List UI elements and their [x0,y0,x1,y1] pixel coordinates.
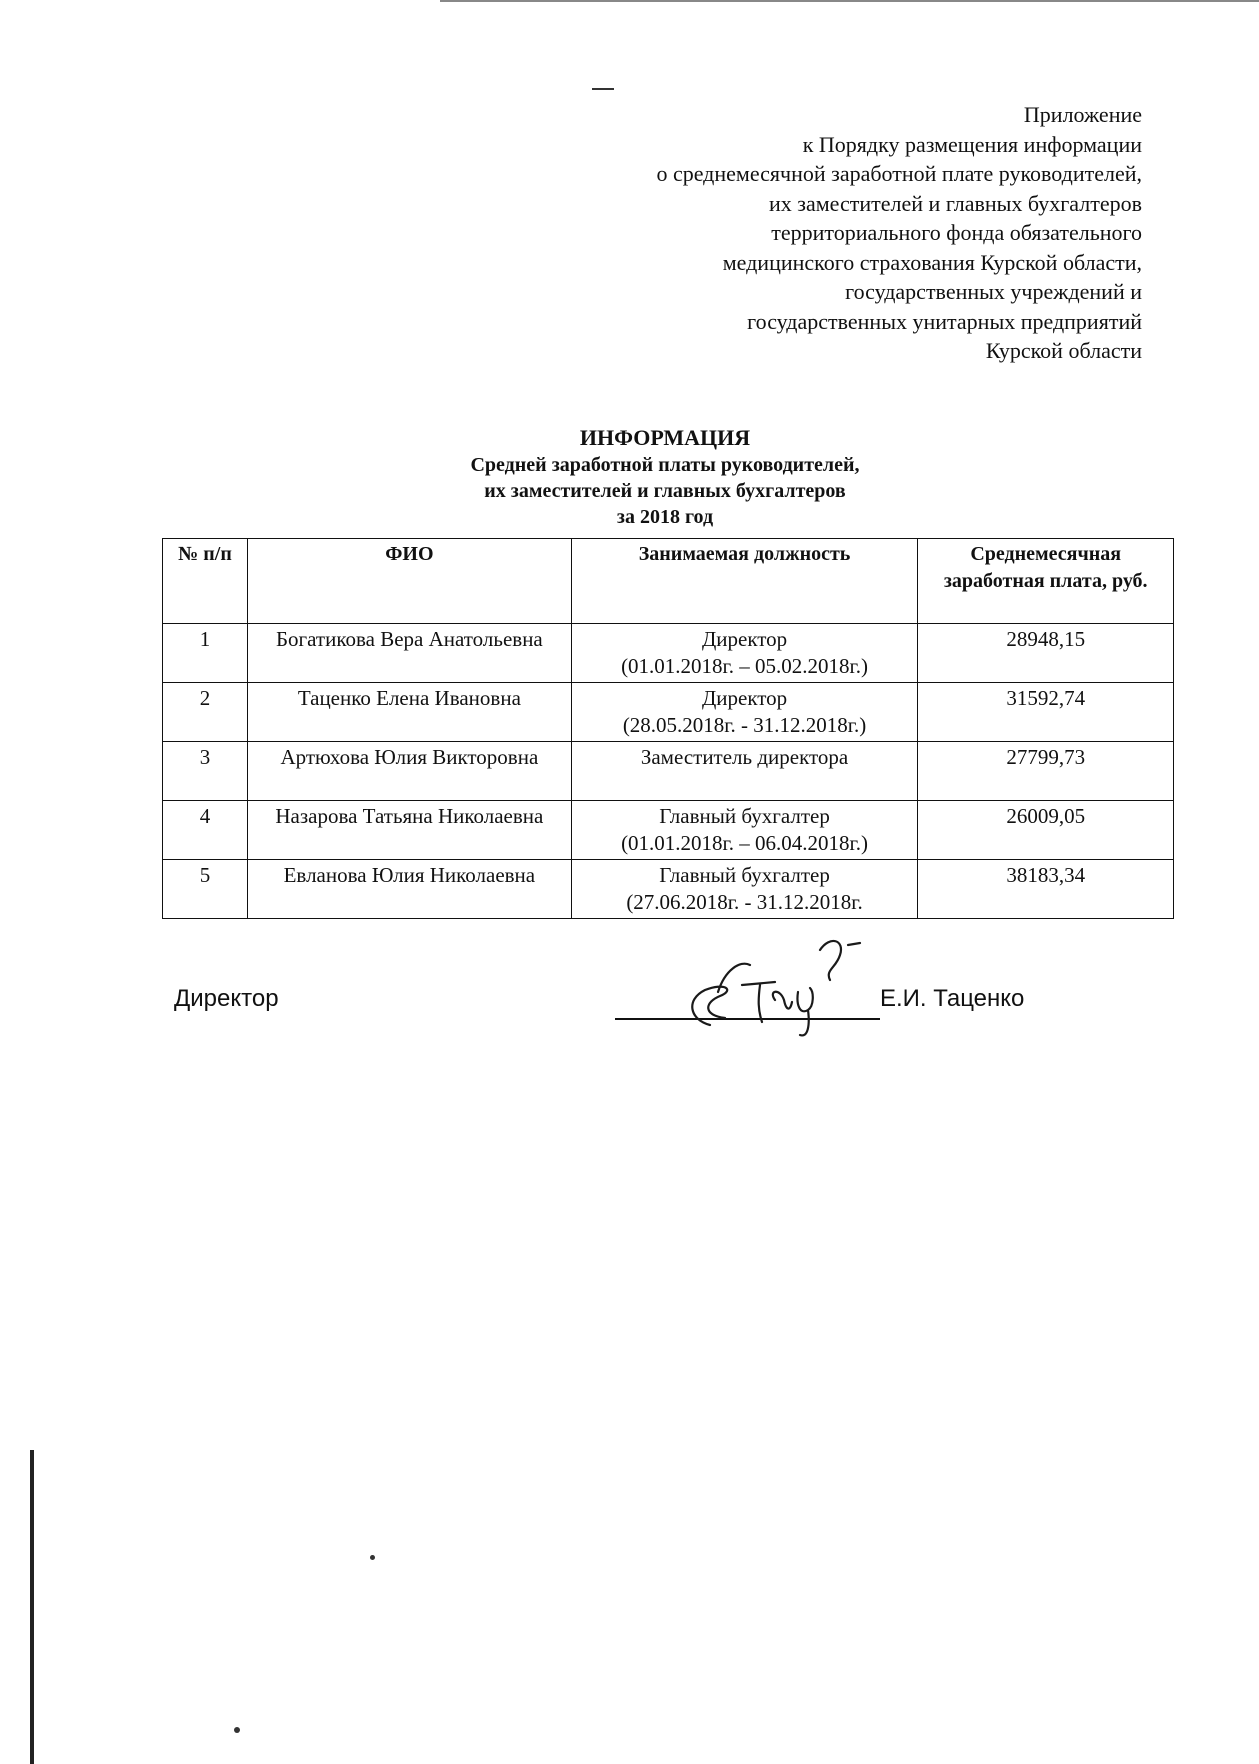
position-period: (27.06.2018г. - 31.12.2018г. [626,890,863,914]
cell-salary: 38183,34 [918,860,1174,919]
position-period: (01.01.2018г. – 06.04.2018г.) [621,831,869,855]
cell-position [571,742,918,801]
scan-artifact-left-edge [30,1450,34,1764]
header-num: № п/п [163,539,248,624]
cell-num: 3 [163,742,248,801]
appendix-line: территориального фонда обязательного [771,220,1142,245]
cell-num: 1 [163,624,248,683]
table-row [163,624,1174,683]
cell-salary: 28948,15 [918,624,1174,683]
table-row [163,683,1174,742]
appendix-line: государственных учреждений и [845,279,1142,304]
cell-position [571,624,918,683]
header-position: Занимаемая должность [571,539,918,624]
appendix-note [442,100,1142,366]
position-period: (28.05.2018г. - 31.12.2018г.) [622,713,867,737]
salary-table [162,538,1174,919]
document-subtitle: их заместителей и главных бухгалтеров [484,480,846,502]
cell-salary: 27799,73 [918,742,1174,801]
scan-artifact-top [440,0,1259,2]
appendix-line: к Порядку размещения информации [802,131,1142,157]
header-name: ФИО [248,539,572,624]
scan-speck [592,88,614,90]
appendix-line: Приложение [1023,102,1142,127]
signatory-name: Е.И. Таценко [880,985,1025,1012]
scan-speck [370,1555,375,1560]
cell-name: Таценко Елена Ивановна [248,683,572,742]
appendix-line: их заместителей и главных бухгалтеров [769,190,1142,216]
handwritten-signature [680,930,880,1040]
document-subtitle: Средней заработной платы руководителей, [470,454,860,476]
cell-position [571,683,918,742]
position-title: Директор [701,627,788,651]
position-period: (01.01.2018г. – 05.02.2018г.) [621,654,869,678]
table-row [163,801,1174,860]
cell-num: 5 [163,860,248,919]
document-year: за 2018 год [616,506,714,528]
position-title: Директор [701,686,788,710]
table-row [163,742,1174,801]
cell-salary: 26009,05 [918,801,1174,860]
appendix-line: медицинского страхования Курской области, [722,249,1142,275]
position-title: Заместитель директора [640,745,849,769]
cell-position [571,860,918,919]
appendix-line: о среднемесячной заработной плате руководителей, [656,161,1142,186]
document-title: ИНФОРМАЦИЯ [579,425,751,450]
appendix-line: государственных унитарных предприятий [747,308,1142,334]
cell-num: 2 [163,683,248,742]
cell-name: Артюхова Юлия Викторовна [248,742,572,801]
cell-salary: 31592,74 [918,683,1174,742]
cell-name: Назарова Татьяна Николаевна [248,801,572,860]
cell-num: 4 [163,801,248,860]
position-title: Главный бухгалтер [659,804,830,828]
appendix-line: Курской области [985,338,1142,363]
cell-name: Евланова Юлия Николаевна [248,860,572,919]
header-salary: Среднемесячная заработная плата, руб. [918,539,1174,624]
signatory-title: Директор [174,985,279,1012]
position-title: Главный бухгалтер [659,863,830,887]
table-header-row [163,539,1174,624]
cell-position [571,801,918,860]
table-row [163,860,1174,919]
cell-name: Богатикова Вера Анатольевна [248,624,572,683]
scan-speck [234,1727,240,1733]
